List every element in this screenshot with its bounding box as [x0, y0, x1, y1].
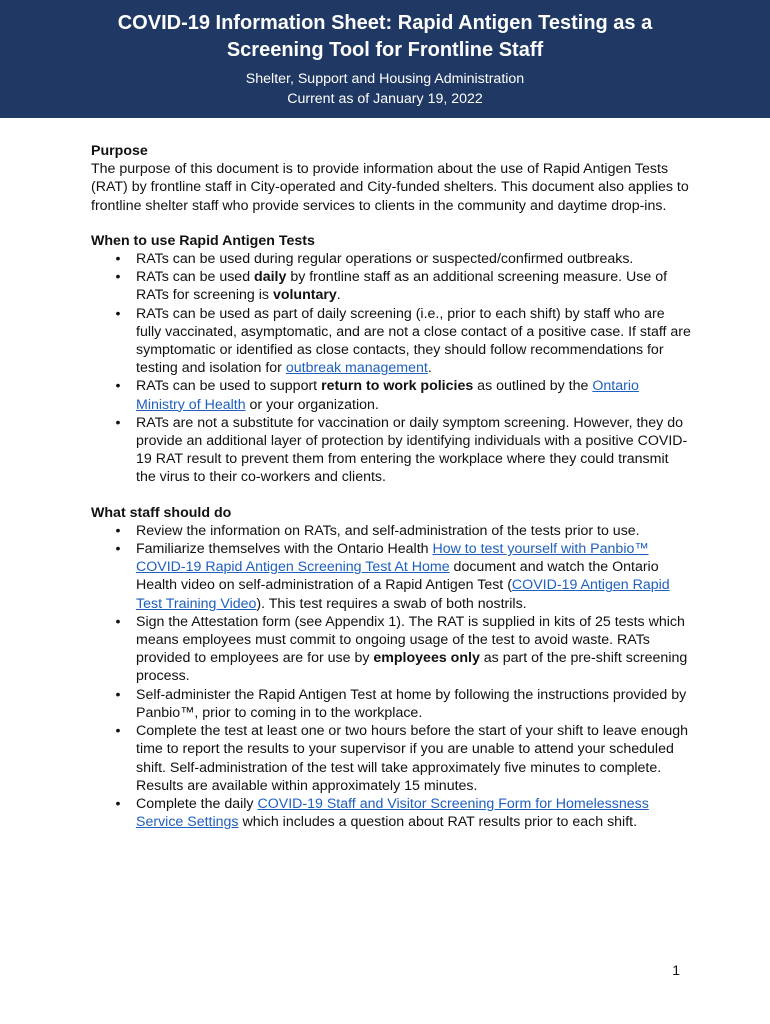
- purpose-text: The purpose of this document is to provide information about the use of Rapid Antigen Tests (RAT) by frontline staff in City-operated and City-funded shelters. This document also applies to frontline shelter staff who provide services to clients in the community and daytime drop-ins.: [91, 161, 689, 214]
- when-bullet-2-bold: daily: [254, 269, 287, 286]
- panbio-test-link[interactable]: How to test yourself with Panbio™ COVID-19 Rapid Antigen Screening Test At Home: [136, 541, 649, 576]
- screening-form-link[interactable]: COVID-19 Staff and Visitor Screening Form for Homelessness Service Settings: [136, 795, 649, 831]
- when-bullet-4-bold: return to work policies: [321, 378, 474, 395]
- document-date: Current as of January 19, 2022: [287, 91, 483, 107]
- staff-bullet-2-mid: document and watch the Ontario Health video on self-administration of a Rapid Antigen Test (: [136, 559, 659, 594]
- when-heading: When to use Rapid Antigen Tests: [91, 232, 315, 249]
- bullet-icon: •: [115, 795, 121, 812]
- bullet-icon: •: [115, 541, 121, 558]
- list-item: [91, 540, 691, 613]
- bullet-icon: •: [115, 269, 121, 286]
- bullet-icon: •: [115, 251, 121, 268]
- list-item: [91, 305, 691, 378]
- staff-bullet-5: Complete the test at least one or two hours before the start of your shift to leave enough time to report the results to your supervisor if you are unable to attend your scheduled shift. Self-administration of the test will take approximately five minutes to complete. Results are available within approximately 15 minutes.: [136, 723, 689, 794]
- staff-bullet-3-bold: employees only: [373, 650, 480, 667]
- list-item: [91, 686, 691, 722]
- when-bullet-2-mid: by frontline staff as an additional screening measure. Use of RATs for screening is: [136, 269, 668, 304]
- staff-bullet-1: Review the information on RATs, and self-administration of the tests prior to use.: [136, 522, 640, 539]
- page-number: 1: [672, 962, 680, 978]
- staff-bullet-3-post: as part of the pre-shift screening process.: [136, 650, 688, 685]
- list-item: [91, 250, 691, 268]
- staff-bullet-3-pre: Sign the Attestation form (see Appendix 1). The RAT is supplied in kits of 25 tests which means employees must commit to ongoing usage of the test to avoid waste. RATs provided to employees are for use by: [136, 613, 685, 667]
- bullet-icon: •: [115, 686, 121, 703]
- when-bullet-5: RATs are not a substitute for vaccination or daily symptom screening. However, they do provide an additional layer of protection by identifying individuals with a positive COVID-19 RAT result to prevent them from entering the workplace where they could transmit the virus to their co-workers and clients.: [136, 414, 688, 486]
- when-section: [91, 232, 691, 487]
- outbreak-management-link[interactable]: outbreak management: [285, 360, 428, 377]
- when-bullet-2-pre: RATs can be used: [136, 269, 255, 286]
- bullet-icon: •: [115, 723, 121, 740]
- list-item: [91, 268, 691, 304]
- document-subtitle: Shelter, Support and Housing Administration: [245, 71, 525, 87]
- when-bullet-3-post: .: [427, 360, 432, 377]
- staff-list: [91, 522, 691, 831]
- staff-bullet-2-post: ). This test requires a swab of both nostrils.: [256, 595, 527, 612]
- list-item: [91, 613, 691, 686]
- when-bullet-2-bold2: voluntary: [272, 287, 337, 304]
- list-item: [91, 722, 691, 795]
- when-bullet-4-pre: RATs can be used to support: [136, 378, 322, 395]
- list-item: [91, 522, 691, 540]
- when-bullet-1: RATs can be used during regular operations or suspected/confirmed outbreaks.: [136, 251, 634, 268]
- header-banner: [0, 0, 770, 118]
- bullet-icon: •: [115, 305, 121, 322]
- purpose-section: [91, 142, 691, 215]
- bullet-icon: •: [115, 414, 121, 431]
- document-title: COVID-19 Information Sheet: Rapid Antigen Testing as a Screening Tool for Frontline Staff: [117, 12, 653, 61]
- staff-section: [91, 504, 691, 832]
- bullet-icon: •: [115, 378, 121, 395]
- staff-bullet-4: Self-administer the Rapid Antigen Test at home by following the instructions provided by Panbio™, prior to coming in to the workplace.: [136, 686, 687, 721]
- when-bullet-2-post: .: [336, 287, 341, 304]
- staff-bullet-2-pre: Familiarize themselves with the Ontario Health: [136, 541, 433, 558]
- bullet-icon: •: [115, 522, 121, 539]
- staff-bullet-6-post: which includes a question about RAT results prior to each shift.: [238, 814, 638, 831]
- list-item: [91, 414, 691, 487]
- ontario-ministry-link[interactable]: Ontario Ministry of Health: [136, 378, 639, 413]
- when-bullet-4-mid: as outlined by the: [473, 378, 593, 395]
- document-body: [91, 142, 691, 848]
- staff-heading: What staff should do: [91, 504, 232, 521]
- staff-bullet-6-pre: Complete the daily: [136, 795, 258, 812]
- purpose-heading: Purpose: [91, 143, 148, 159]
- list-item: [91, 795, 691, 831]
- training-video-link[interactable]: COVID-19 Antigen Rapid Test Training Video: [136, 577, 670, 612]
- when-bullet-4-post: or your organization.: [245, 396, 379, 413]
- list-item: [91, 377, 691, 413]
- when-list: [91, 250, 691, 487]
- bullet-icon: •: [115, 613, 121, 630]
- when-bullet-3-pre: RATs can be used as part of daily screening (i.e., prior to each shift) by staff who are fully vaccinated, asymptomatic, and are not a close contact of a positive case. If staff are symptomatic or identified as close contacts, they should follow recommendations for testing and isolation for: [136, 305, 691, 377]
